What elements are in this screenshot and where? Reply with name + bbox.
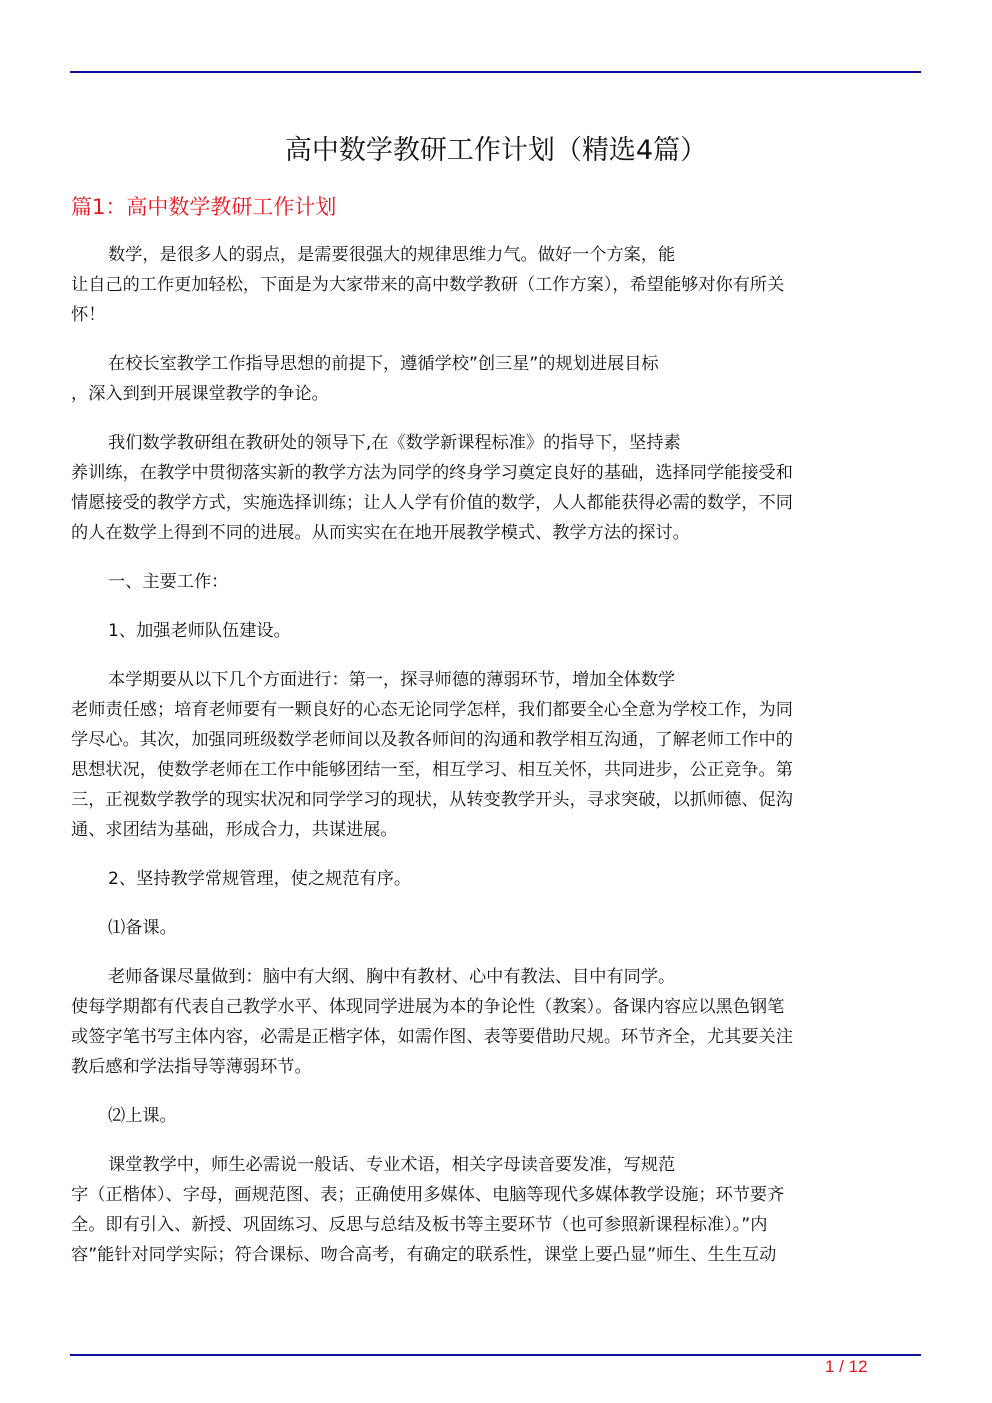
text-line: 在校长室教学工作指导思想的前提下，遵循学校”创三星”的规划进展目标 — [108, 354, 659, 374]
text-line: 怀！ — [71, 305, 106, 325]
document-title: 高中数学教研工作计划（精选4篇） — [284, 135, 708, 166]
paragraph-group-approach — [71, 428, 913, 548]
text-line: ⑴备课。 — [108, 918, 177, 938]
paragraph-lesson-prep — [71, 962, 913, 1082]
paragraph-class — [71, 1150, 913, 1270]
page-number: 1 / 12 — [825, 1357, 868, 1376]
text-line: 思想状况，使数学老师在工作中能够团结一至，相互学习、相互关怀，共同进步，公正竞争。第 — [71, 760, 793, 780]
text-line: 数学，是很多人的弱点，是需要很强大的规律思维力气。做好一个方案，能 — [108, 245, 676, 265]
text-line: 一、主要工作： — [108, 572, 229, 592]
text-line: 通、求团结为基础，形成合力，共谋进展。 — [71, 820, 398, 840]
subheading-routine-management — [71, 864, 913, 894]
section-heading: 篇1：高中数学教研工作计划 — [71, 195, 337, 219]
footer-rule — [70, 1354, 921, 1356]
text-line: 情愿接受的教学方式，实施选择训练；让人人学有价值的数学，人人都能获得必需的数学，不同 — [71, 493, 793, 513]
subheading-main-work — [71, 567, 913, 597]
text-line: 我们数学教研组在教研处的领导下,在《数学新课程标准》的指导下，坚持素 — [108, 433, 681, 453]
document-body — [71, 240, 913, 1289]
subheading-class — [71, 1101, 913, 1131]
text-line: 1、加强老师队伍建设。 — [108, 621, 291, 641]
text-line: 本学期要从以下几个方面进行：第一，探寻师德的薄弱环节，增加全体数学 — [108, 670, 676, 690]
text-line: 养训练，在教学中贯彻落实新的教学方法为同学的终身学习奠定良好的基础，选择同学能接受和 — [71, 463, 793, 483]
text-line: 老师责任感；培育老师要有一颗良好的心态无论同学怎样，我们都要全心全意为学校工作，为同 — [71, 700, 793, 720]
text-line: 或签字笔书写主体内容，必需是正楷字体，如需作图、表等要借助尺规。环节齐全，尤其要关注 — [71, 1027, 793, 1047]
text-line: 学尽心。其次，加强同班级数学老师间以及教各师间的沟通和教学相互沟通，了解老师工作中的 — [71, 730, 793, 750]
paragraph-teacher-team — [71, 665, 913, 845]
text-line: ⑵上课。 — [108, 1106, 177, 1126]
paragraph-guiding-thought — [71, 349, 913, 409]
text-line: 三，正视数学教学的现实状况和同学学习的现状，从转变教学开头，寻求突破，以抓师德、促沟 — [71, 790, 793, 810]
text-line: ，深入到到开展课堂教学的争论。 — [71, 384, 329, 404]
text-line: 教后感和学法指导等薄弱环节。 — [71, 1057, 312, 1077]
paragraph-intro — [71, 240, 913, 330]
text-line: 让自己的工作更加轻松，下面是为大家带来的高中数学教研（工作方案），希望能够对你有所关 — [71, 275, 785, 295]
subheading-teacher-team — [71, 616, 913, 646]
text-line: 字（正楷体）、字母，画规范图、表；正确使用多媒体、电脑等现代多媒体教学设施；环节要齐 — [71, 1185, 785, 1205]
text-line: 使每学期都有代表自己教学水平、体现同学进展为本的争论性（教案）。备课内容应以黑色钢笔 — [71, 997, 785, 1017]
text-line: 课堂教学中，师生必需说一般话、专业术语，相关字母读音要发准，写规范 — [108, 1155, 676, 1175]
header-rule — [70, 71, 921, 73]
subheading-lesson-prep — [71, 913, 913, 943]
text-line: 容”能针对同学实际；符合课标、吻合高考，有确定的联系性，课堂上要凸显”师生、生生互动 — [71, 1245, 777, 1265]
text-line: 全。即有引入、新授、巩固练习、反思与总结及板书等主要环节（也可参照新课程标准）。”内 — [71, 1215, 768, 1235]
text-line: 老师备课尽量做到：脑中有大纲、胸中有教材、心中有教法、目中有同学。 — [108, 967, 676, 987]
text-line: 的人在数学上得到不同的进展。从而实实在在地开展教学模式、教学方法的探讨。 — [71, 523, 690, 543]
text-line: 2、坚持教学常规管理，使之规范有序。 — [108, 869, 412, 889]
